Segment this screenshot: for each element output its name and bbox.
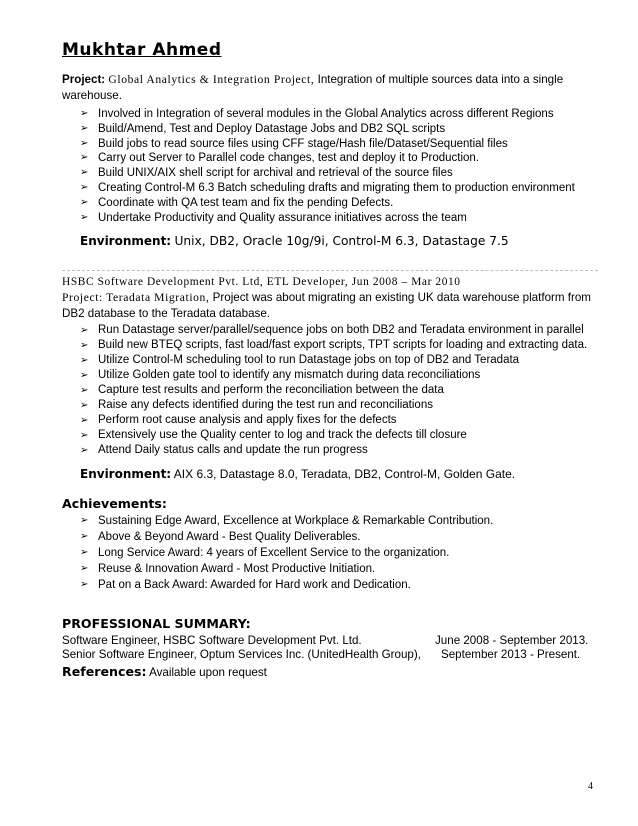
arrow-bullet-icon: ➢ xyxy=(80,211,89,223)
arrow-bullet-icon: ➢ xyxy=(80,400,89,411)
candidate-name: Mukhtar Ahmed xyxy=(62,40,222,60)
job2-project-desc: Project was about migrating an existing UK data warehouse platform from DB2 database to the Teradata database. xyxy=(62,291,591,320)
bullet-text: Carry out Server to Parallel code changes, test and deploy it to Production. xyxy=(98,152,479,165)
summary-period: September 2013 - Present. xyxy=(441,648,581,661)
bullet-item xyxy=(80,107,620,122)
bullet-item xyxy=(80,196,620,211)
bullet-item xyxy=(80,181,620,196)
page-number: 4 xyxy=(588,781,593,792)
bullet-text: Extensively use the Quality center to log and track the defects till closure xyxy=(98,429,467,441)
bullet-item xyxy=(80,211,620,226)
environment-label: Environment: xyxy=(80,234,172,248)
job2-project-label: Project: Teradata Migration, xyxy=(62,291,210,304)
bullet-item xyxy=(80,561,620,577)
arrow-bullet-icon: ➢ xyxy=(80,445,89,456)
arrow-bullet-icon: ➢ xyxy=(80,385,89,396)
achievements-heading: Achievements: xyxy=(62,496,167,511)
arrow-bullet-icon: ➢ xyxy=(80,370,89,381)
bullet-item xyxy=(80,513,620,529)
bullet-text: Build/Amend, Test and Deploy Datastage Jobs and DB2 SQL scripts xyxy=(98,122,446,135)
bullet-item xyxy=(80,338,620,353)
bullet-item xyxy=(80,428,620,443)
bullet-text: Perform root cause analysis and apply fixes for the defects xyxy=(98,414,397,426)
bullet-text: Creating Control-M 6.3 Batch scheduling drafts and migrating them to production environment xyxy=(98,181,575,194)
environment-value: AIX 6.3, Datastage 8.0, Teradata, DB2, Control-M, Golden Gate. xyxy=(173,467,516,481)
bullet-text: Utilize Golden gate tool to identify any mismatch during data reconciliations xyxy=(98,369,481,381)
bullet-item xyxy=(80,529,620,545)
achievements-list xyxy=(80,513,620,593)
summary-heading: PROFESSIONAL SUMMARY: xyxy=(62,616,251,631)
arrow-bullet-icon: ➢ xyxy=(80,531,89,542)
bullet-item xyxy=(80,323,620,338)
bullet-text: Raise any defects identified during the test run and reconciliations xyxy=(98,399,433,411)
bullet-text: Reuse & Innovation Award - Most Productive Initiation. xyxy=(98,563,376,575)
job2-environment xyxy=(80,467,515,481)
bullet-text: Sustaining Edge Award, Excellence at Workplace & Remarkable Contribution. xyxy=(98,515,494,527)
bullet-item xyxy=(80,151,620,166)
bullet-item xyxy=(80,398,620,413)
bullet-text: Above & Beyond Award - Best Quality Deliverables. xyxy=(98,531,361,543)
arrow-bullet-icon: ➢ xyxy=(80,515,89,526)
arrow-bullet-icon: ➢ xyxy=(80,355,89,366)
bullet-item xyxy=(80,166,620,181)
summary-period: June 2008 - September 2013. xyxy=(435,634,589,647)
arrow-bullet-icon: ➢ xyxy=(80,122,89,134)
project1-environment xyxy=(80,234,509,248)
bullet-item xyxy=(80,545,620,561)
bullet-text: Involved in Integration of several modules in the Global Analytics across different Regions xyxy=(98,108,554,120)
references-value: Available upon request xyxy=(146,666,267,679)
bullet-text: Pat on a Back Award: Awarded for Hard work and Dedication. xyxy=(98,579,411,591)
environment-label: Environment: xyxy=(80,467,172,481)
summary-role: Senior Software Engineer, Optum Services Inc. (UnitedHealth Group), xyxy=(62,648,421,661)
environment-value: Unix, DB2, Oracle 10g/9i, Control-M 6.3, Datastage 7.5 xyxy=(174,234,509,248)
arrow-bullet-icon: ➢ xyxy=(80,325,89,336)
bullet-item xyxy=(80,137,620,152)
bullet-text: Capture test results and perform the reconciliation between the data xyxy=(98,384,444,396)
bullet-item xyxy=(80,383,620,398)
bullet-text: Undertake Productivity and Quality assurance initiatives across the team xyxy=(98,211,467,224)
arrow-bullet-icon: ➢ xyxy=(80,108,89,119)
arrow-bullet-icon: ➢ xyxy=(80,579,89,590)
bullet-item xyxy=(80,413,620,428)
arrow-bullet-icon: ➢ xyxy=(80,196,89,208)
bullet-item xyxy=(80,353,620,368)
references xyxy=(62,664,597,681)
project1-desc: Integration of multiple sources data into a single warehouse. xyxy=(62,73,564,102)
arrow-bullet-icon: ➢ xyxy=(80,430,89,441)
bullet-text: Utilize Control-M scheduling tool to run Datastage jobs on top of DB2 and Teradata xyxy=(98,354,520,366)
job2-project xyxy=(62,290,597,322)
bullet-text: Run Datastage server/parallel/sequence jobs on both DB2 and Teradata environment in parallel xyxy=(98,324,584,336)
bullet-text: Build jobs to read source files using CFF stage/Hash file/Dataset/Sequential files xyxy=(98,137,508,150)
arrow-bullet-icon: ➢ xyxy=(80,340,89,351)
arrow-bullet-icon: ➢ xyxy=(80,152,89,164)
bullet-item xyxy=(80,443,620,458)
bullet-item xyxy=(80,122,620,137)
arrow-bullet-icon: ➢ xyxy=(80,547,89,558)
summary-role: Software Engineer, HSBC Software Development Pvt. Ltd. xyxy=(62,634,362,647)
job2-header: HSBC Software Development Pvt. Ltd, ETL Developer, Jun 2008 – Mar 2010 xyxy=(62,276,461,288)
project1-name: Global Analytics & Integration Project, xyxy=(108,73,315,86)
arrow-bullet-icon: ➢ xyxy=(80,415,89,426)
summary-row xyxy=(62,648,598,662)
bullet-text: Coordinate with QA test team and fix the pending Defects. xyxy=(98,196,394,209)
arrow-bullet-icon: ➢ xyxy=(80,563,89,574)
bullet-text: Long Service Award: 4 years of Excellent Service to the organization. xyxy=(98,547,450,559)
bullet-text: Build UNIX/AIX shell script for archival and retrieval of the source files xyxy=(98,167,453,180)
bullet-text: Build new BTEQ scripts, fast load/fast export scripts, TPT scripts for loading and extracting data. xyxy=(98,339,588,351)
project1-intro xyxy=(62,72,597,104)
arrow-bullet-icon: ➢ xyxy=(80,137,89,149)
bullet-text: Attend Daily status calls and update the run progress xyxy=(98,444,368,456)
section-divider xyxy=(62,270,598,271)
arrow-bullet-icon: ➢ xyxy=(80,181,89,193)
project1-bullets xyxy=(80,107,620,225)
summary-row xyxy=(62,634,598,648)
bullet-item xyxy=(80,368,620,383)
arrow-bullet-icon: ➢ xyxy=(80,167,89,179)
job2-bullets xyxy=(80,323,620,458)
bullet-item xyxy=(80,577,620,593)
project1-label: Project: xyxy=(62,73,106,86)
references-label: References: xyxy=(62,664,147,679)
